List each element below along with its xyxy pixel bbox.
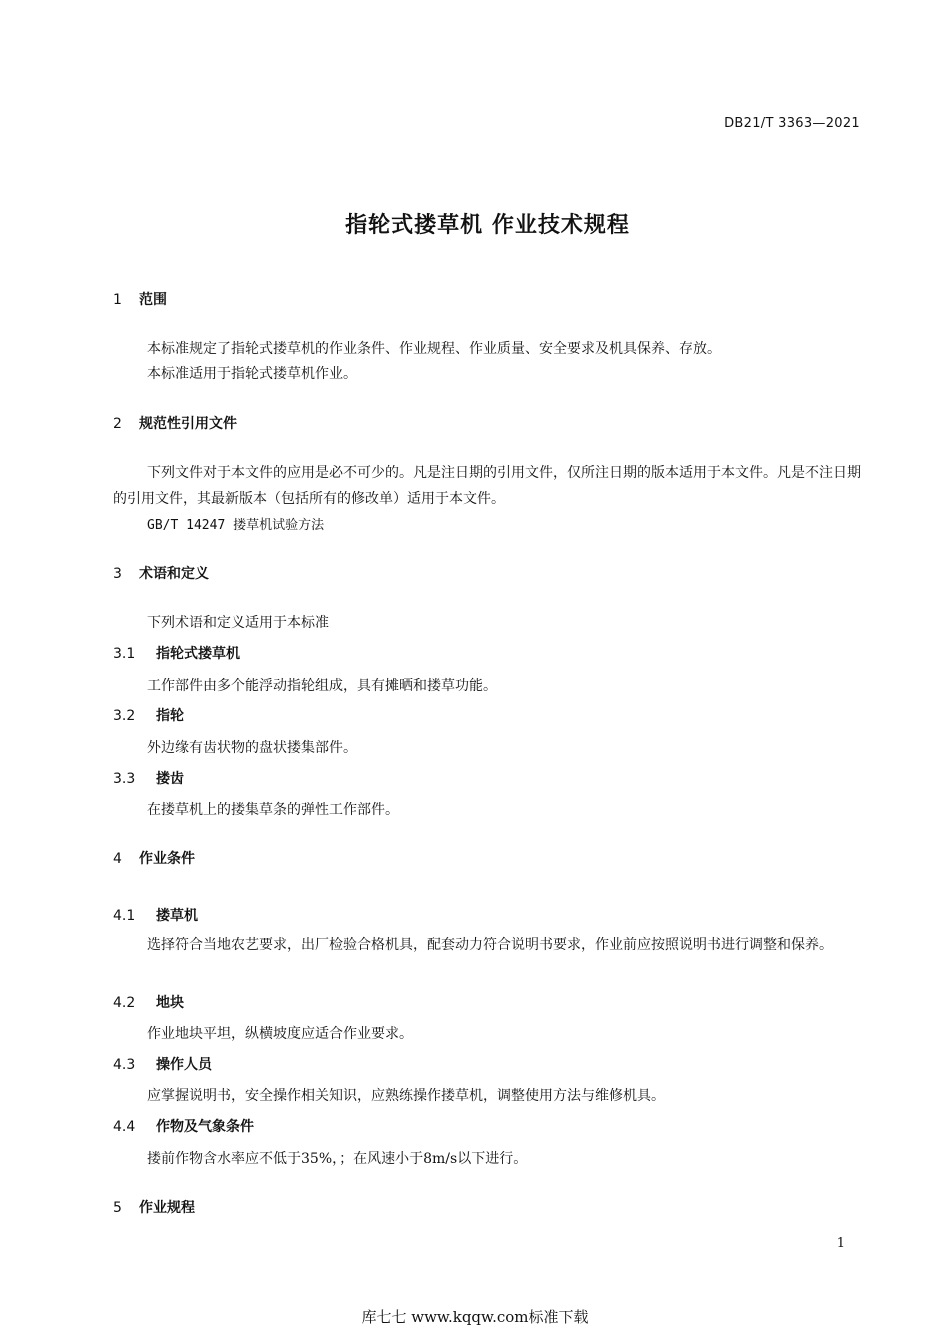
paragraph: 搂前作物含水率应不低于35%，；在风速小于8m/s以下进行。 [147, 1151, 528, 1167]
section-title: 术语和定义 [139, 566, 209, 582]
paragraph: 下列文件对于本文件的应用是必不可少的。凡是注日期的引用文件，仅所注日期的版本适用于本文件。凡是不注日期的引用文件，其最新版本（包括所有的修改单）适用于本文件。 [113, 465, 861, 507]
section-number: 5 [113, 1200, 122, 1216]
section-5-heading [113, 1197, 195, 1217]
clause-number: 4.1 [113, 908, 136, 924]
term-number: 3.1 [113, 646, 136, 662]
term-definition: 在搂草机上的搂集草条的弹性工作部件。 [147, 802, 399, 818]
clause-title: 作物及气象条件 [156, 1119, 254, 1135]
paragraph: 下列术语和定义适用于本标准 [147, 615, 329, 631]
page-title: 指轮式搂草机 作业技术规程 [345, 213, 630, 238]
section-title: 作业规程 [139, 1200, 195, 1216]
paragraph: 作业地块平坦，纵横坡度应适合作业要求。 [147, 1026, 413, 1042]
term-3-3-heading [113, 768, 184, 788]
clause-title: 操作人员 [156, 1057, 212, 1073]
term-number: 3.3 [113, 771, 136, 787]
section-1-heading [113, 289, 167, 309]
clause-title: 搂草机 [156, 908, 198, 924]
clause-number: 4.2 [113, 995, 136, 1011]
watermark-footer: 库七七 www.kqqw.com标准下载 [361, 1308, 589, 1326]
clause-number: 4.3 [113, 1057, 136, 1073]
clause-4-4-heading [113, 1116, 254, 1136]
term-title: 搂齿 [156, 771, 184, 787]
term-number: 3.2 [113, 708, 136, 724]
term-3-1-heading [113, 643, 240, 663]
term-definition: 外边缘有齿状物的盘状搂集部件。 [147, 740, 357, 756]
section-3-heading [113, 563, 209, 583]
paragraph: 本标准规定了指轮式搂草机的作业条件、作业规程、作业质量、安全要求及机具保养、存放。 [147, 341, 721, 357]
section-number: 4 [113, 851, 122, 867]
clause-4-2-heading [113, 992, 184, 1012]
paragraph: 本标准适用于指轮式搂草机作业。 [147, 366, 357, 382]
document-number: DB21/T 3363—2021 [724, 116, 860, 131]
term-title: 指轮 [156, 708, 184, 724]
term-title: 指轮式搂草机 [156, 646, 240, 662]
term-3-2-heading [113, 705, 184, 725]
clause-4-3-heading [113, 1054, 212, 1074]
clause-4-1-heading [113, 905, 198, 925]
clause-title: 地块 [156, 995, 184, 1011]
paragraph: 选择符合当地农艺要求，出厂检验合格机具，配套动力符合说明书要求，作业前应按照说明书进行调整和保养。 [147, 937, 833, 953]
clause-number: 4.4 [113, 1119, 136, 1135]
term-definition: 工作部件由多个能浮动指轮组成，具有摊晒和搂草功能。 [147, 678, 497, 694]
section-title: 范围 [139, 292, 167, 308]
paragraph: 应掌握说明书，安全操作相关知识，应熟练操作搂草机，调整使用方法与维修机具。 [147, 1088, 665, 1104]
section-title: 规范性引用文件 [139, 416, 237, 432]
section-number: 3 [113, 566, 122, 582]
section-number: 2 [113, 416, 122, 432]
section-title: 作业条件 [139, 851, 195, 867]
section-4-heading [113, 848, 195, 868]
section-2-heading [113, 413, 237, 433]
page-number: 1 [836, 1236, 845, 1251]
section-number: 1 [113, 292, 122, 308]
normative-reference: GB/T 14247 搂草机试验方法 [147, 518, 325, 533]
